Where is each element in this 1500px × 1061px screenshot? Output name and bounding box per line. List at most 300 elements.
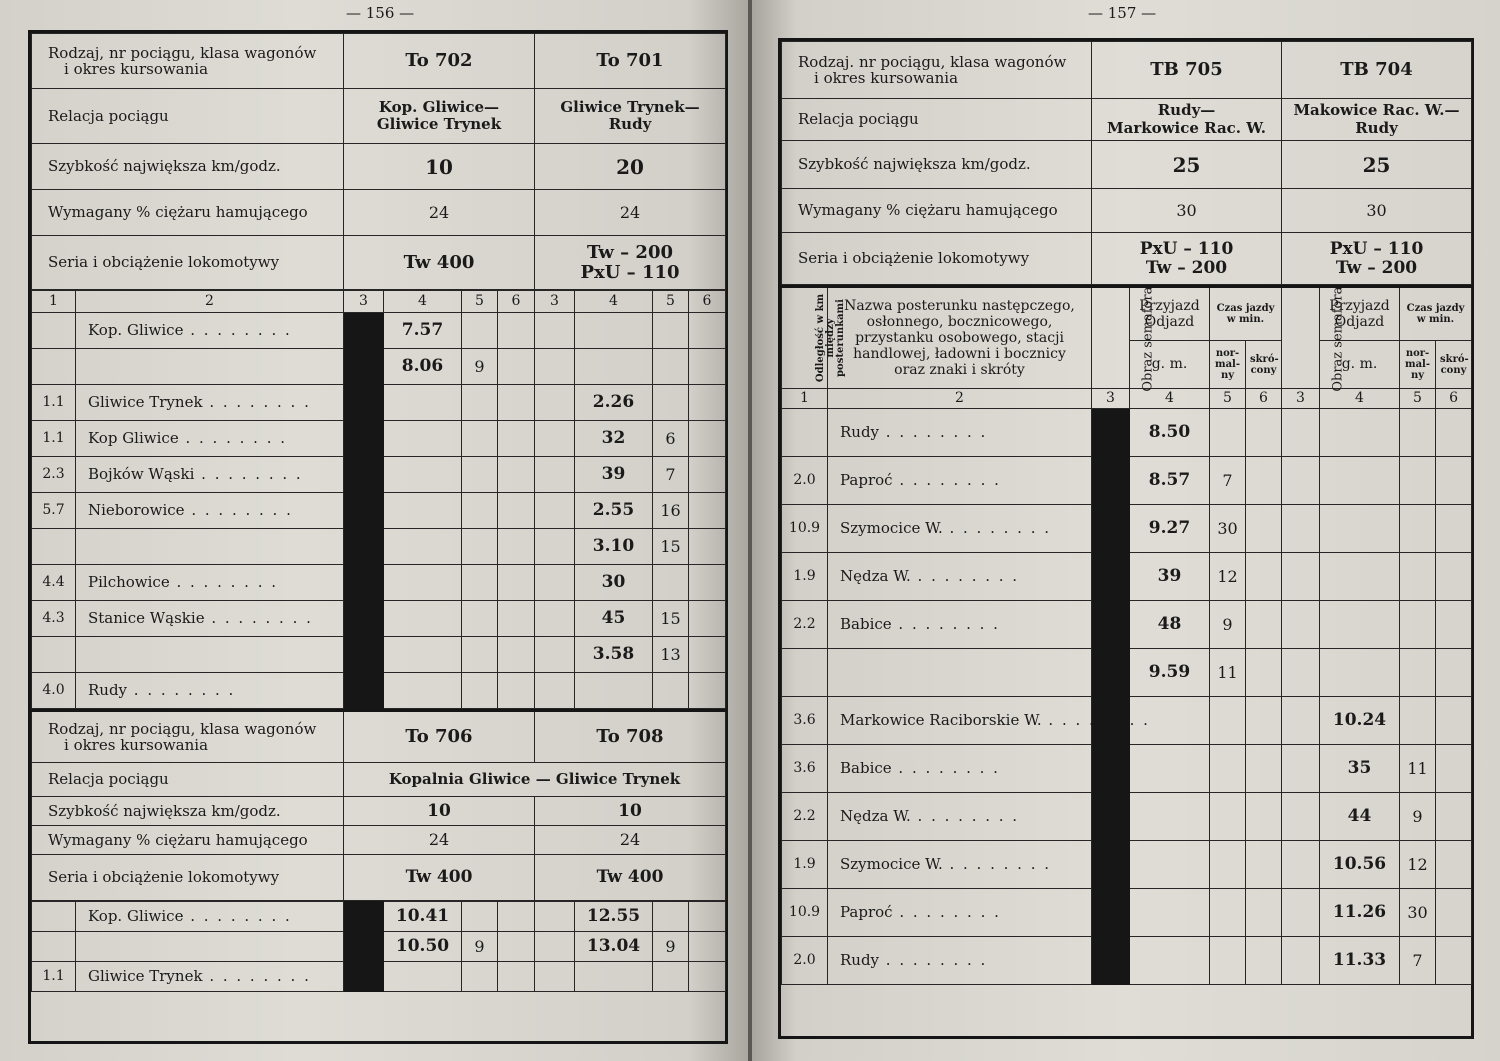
time-cell bbox=[384, 493, 462, 529]
train-name: To 702 bbox=[344, 34, 535, 89]
time-cell bbox=[384, 529, 462, 565]
runtime-cell bbox=[1400, 553, 1436, 601]
leader-dots: . . . . . . . . bbox=[942, 855, 1052, 874]
leader-dots: . . . . . . . . bbox=[942, 519, 1052, 538]
time-cell bbox=[575, 962, 653, 992]
page-number: — 156 — bbox=[346, 4, 415, 22]
station-name: Rudy . . . . . . . . bbox=[828, 937, 1092, 985]
km-cell bbox=[32, 932, 76, 962]
runtime-cell: 7 bbox=[1210, 457, 1246, 505]
short-runtime-cell bbox=[498, 493, 535, 529]
short-runtime-cell bbox=[1436, 457, 1472, 505]
signal-cell bbox=[1092, 409, 1130, 457]
km-cell: 4.0 bbox=[32, 673, 76, 709]
column-number: 4 bbox=[575, 291, 653, 313]
runtime-cell bbox=[1210, 697, 1246, 745]
table-row bbox=[32, 601, 726, 637]
leader-dots: . . . . . . . . bbox=[184, 501, 293, 520]
timetable-top-header bbox=[31, 33, 726, 290]
station-name: Rudy . . . . . . . . bbox=[76, 673, 344, 709]
runtime-cell bbox=[1210, 793, 1246, 841]
signal-cell bbox=[535, 385, 575, 421]
time-cell: 39 bbox=[575, 457, 653, 493]
time-cell: 32 bbox=[575, 421, 653, 457]
signal-cell bbox=[535, 529, 575, 565]
column-number: 6 bbox=[498, 291, 535, 313]
signal-cell bbox=[1092, 649, 1130, 697]
runtime-cell bbox=[1400, 409, 1436, 457]
label-relacja: Relacja pociągu bbox=[32, 763, 344, 797]
time-cell bbox=[384, 962, 462, 992]
header-signal: Obraz semafora bbox=[1282, 287, 1320, 389]
signal-cell bbox=[535, 932, 575, 962]
time-cell bbox=[1320, 553, 1400, 601]
runtime-cell: 9 bbox=[1210, 601, 1246, 649]
timetable-bottom-body bbox=[31, 901, 726, 992]
column-number: 3 bbox=[344, 291, 384, 313]
signal-cell bbox=[1282, 649, 1320, 697]
page-number: — 157 — bbox=[1088, 4, 1157, 22]
km-cell: 1.1 bbox=[32, 421, 76, 457]
label-szybkosc: Szybkość największa km/godz. bbox=[32, 144, 344, 190]
train-brake: 24 bbox=[535, 826, 726, 855]
leader-dots: . . . . . . . . bbox=[892, 471, 1001, 490]
signal-cell bbox=[344, 962, 384, 992]
time-cell: 9.27 bbox=[1130, 505, 1210, 553]
train-relation: Makowice Rac. W.— Rudy bbox=[1282, 99, 1472, 141]
time-cell: 44 bbox=[1320, 793, 1400, 841]
short-runtime-cell bbox=[1246, 841, 1282, 889]
leader-dots: . . . . . . . . bbox=[183, 321, 292, 340]
station-name bbox=[828, 649, 1092, 697]
runtime-cell bbox=[1400, 601, 1436, 649]
km-cell: 2.3 bbox=[32, 457, 76, 493]
runtime-cell bbox=[462, 565, 498, 601]
signal-cell bbox=[344, 565, 384, 601]
station-name bbox=[76, 637, 344, 673]
table-row bbox=[782, 601, 1472, 649]
short-runtime-cell bbox=[1246, 553, 1282, 601]
leader-dots: . . . . . . . . bbox=[891, 759, 1000, 778]
short-runtime-cell bbox=[1436, 505, 1472, 553]
header-hours: g. m. bbox=[1320, 341, 1400, 389]
column-numbers-row bbox=[782, 389, 1472, 409]
train-relation: Gliwice Trynek— Rudy bbox=[535, 89, 726, 144]
time-cell bbox=[1320, 457, 1400, 505]
km-cell: 1.9 bbox=[782, 841, 828, 889]
train-name: TB 704 bbox=[1282, 42, 1472, 99]
short-runtime-cell bbox=[498, 601, 535, 637]
station-name: Rudy . . . . . . . . bbox=[828, 409, 1092, 457]
label-relacja: Relacja pociągu bbox=[782, 99, 1092, 141]
km-cell bbox=[32, 313, 76, 349]
time-cell: 10.50 bbox=[384, 932, 462, 962]
runtime-cell bbox=[462, 902, 498, 932]
signal-cell bbox=[344, 601, 384, 637]
table-row bbox=[32, 385, 726, 421]
signal-cell bbox=[1092, 841, 1130, 889]
table-row bbox=[32, 529, 726, 565]
time-cell: 10.56 bbox=[1320, 841, 1400, 889]
runtime-cell bbox=[653, 313, 689, 349]
km-cell bbox=[32, 349, 76, 385]
runtime-cell: 15 bbox=[653, 601, 689, 637]
timetable-frame bbox=[28, 30, 728, 1044]
train-name: To 708 bbox=[535, 711, 726, 763]
column-number: 3 bbox=[1282, 389, 1320, 409]
time-cell bbox=[1130, 937, 1210, 985]
train-loco: PxU – 110 Tw – 200 bbox=[1282, 233, 1472, 285]
km-cell: 4.3 bbox=[32, 601, 76, 637]
label-rodzaj: Rodzaj, nr pociągu, klasa wagonów i okres kursowania bbox=[32, 711, 344, 763]
station-name: Babice . . . . . . . . bbox=[828, 745, 1092, 793]
timetable-bottom-header bbox=[31, 709, 726, 901]
column-number: 5 bbox=[1400, 389, 1436, 409]
station-name: Szymocice W. . . . . . . . . bbox=[828, 841, 1092, 889]
signal-cell bbox=[535, 962, 575, 992]
short-runtime-cell bbox=[498, 673, 535, 709]
time-cell: 2.55 bbox=[575, 493, 653, 529]
runtime-cell: 9 bbox=[462, 932, 498, 962]
table-row bbox=[32, 457, 726, 493]
km-cell bbox=[32, 902, 76, 932]
runtime-cell bbox=[653, 673, 689, 709]
runtime-cell: 12 bbox=[1400, 841, 1436, 889]
signal-cell bbox=[1282, 553, 1320, 601]
station-name bbox=[76, 349, 344, 385]
short-runtime-cell bbox=[1436, 937, 1472, 985]
train-speed: 10 bbox=[535, 797, 726, 826]
leader-dots: . . . . . . . . bbox=[879, 423, 988, 442]
runtime-cell bbox=[462, 421, 498, 457]
short-runtime-cell bbox=[1246, 409, 1282, 457]
train-speed: 25 bbox=[1092, 141, 1282, 189]
station-name: Szymocice W. . . . . . . . . bbox=[828, 505, 1092, 553]
train-name: To 701 bbox=[535, 34, 726, 89]
signal-cell bbox=[535, 565, 575, 601]
signal-cell bbox=[1282, 937, 1320, 985]
runtime-cell bbox=[653, 565, 689, 601]
timetable-right-body bbox=[781, 285, 1472, 985]
time-cell: 8.50 bbox=[1130, 409, 1210, 457]
km-cell: 5.7 bbox=[32, 493, 76, 529]
signal-cell bbox=[344, 385, 384, 421]
column-number: 6 bbox=[689, 291, 726, 313]
runtime-cell: 9 bbox=[1400, 793, 1436, 841]
table-row bbox=[782, 505, 1472, 553]
time-cell bbox=[384, 637, 462, 673]
label-szybkosc: Szybkość największa km/godz. bbox=[782, 141, 1092, 189]
train-speed: 20 bbox=[535, 144, 726, 190]
table-row bbox=[782, 409, 1472, 457]
train-relation: Kopalnia Gliwice — Gliwice Trynek bbox=[344, 763, 726, 797]
header-signal: Obraz semafora bbox=[1092, 287, 1130, 389]
short-runtime-cell bbox=[1246, 601, 1282, 649]
short-runtime-cell bbox=[498, 313, 535, 349]
short-runtime-cell bbox=[1436, 649, 1472, 697]
short-runtime-cell bbox=[1436, 793, 1472, 841]
time-cell: 10.41 bbox=[384, 902, 462, 932]
time-cell: 9.59 bbox=[1130, 649, 1210, 697]
runtime-cell bbox=[1210, 937, 1246, 985]
runtime-cell bbox=[1210, 841, 1246, 889]
label-wymagany: Wymagany % ciężaru hamującego bbox=[32, 826, 344, 855]
short-runtime-cell bbox=[689, 962, 726, 992]
time-cell: 45 bbox=[575, 601, 653, 637]
header-run-time: Czas jazdy w min. bbox=[1400, 287, 1472, 341]
train-brake: 30 bbox=[1282, 189, 1472, 233]
runtime-cell bbox=[653, 902, 689, 932]
leader-dots: . . . . . . . . bbox=[194, 465, 303, 484]
signal-cell bbox=[1282, 793, 1320, 841]
runtime-cell: 11 bbox=[1400, 745, 1436, 793]
header-hours: g. m. bbox=[1130, 341, 1210, 389]
km-cell: 2.2 bbox=[782, 601, 828, 649]
table-row bbox=[32, 673, 726, 709]
signal-cell bbox=[344, 637, 384, 673]
short-runtime-cell bbox=[689, 493, 726, 529]
km-cell bbox=[32, 637, 76, 673]
short-runtime-cell bbox=[498, 349, 535, 385]
signal-cell bbox=[344, 932, 384, 962]
train-name: To 706 bbox=[344, 711, 535, 763]
station-name: Nieborowice . . . . . . . . bbox=[76, 493, 344, 529]
column-number: 2 bbox=[828, 389, 1092, 409]
signal-cell bbox=[344, 313, 384, 349]
short-runtime-cell bbox=[1436, 601, 1472, 649]
station-name: Kop Gliwice . . . . . . . . bbox=[76, 421, 344, 457]
short-runtime-cell bbox=[1246, 457, 1282, 505]
signal-cell bbox=[1092, 601, 1130, 649]
station-name: Gliwice Trynek . . . . . . . . bbox=[76, 962, 344, 992]
short-runtime-cell bbox=[689, 601, 726, 637]
signal-cell bbox=[535, 313, 575, 349]
time-cell: 35 bbox=[1320, 745, 1400, 793]
leader-dots: . . . . . . . . bbox=[169, 573, 278, 592]
column-number: 2 bbox=[76, 291, 344, 313]
runtime-cell: 11 bbox=[1210, 649, 1246, 697]
time-cell: 3.58 bbox=[575, 637, 653, 673]
signal-cell bbox=[1282, 505, 1320, 553]
page-157 bbox=[752, 0, 1500, 1061]
time-cell bbox=[575, 349, 653, 385]
leader-dots: . . . . . . . . bbox=[879, 951, 988, 970]
runtime-cell bbox=[1400, 697, 1436, 745]
short-runtime-cell bbox=[1436, 553, 1472, 601]
time-cell bbox=[1130, 745, 1210, 793]
runtime-cell bbox=[462, 601, 498, 637]
short-runtime-cell bbox=[689, 637, 726, 673]
header-short: skró- cony bbox=[1436, 341, 1472, 389]
train-brake: 24 bbox=[344, 190, 535, 236]
table-row bbox=[32, 932, 726, 962]
station-name: Nędza W. . . . . . . . . bbox=[828, 553, 1092, 601]
leader-dots: . . . . . . . . bbox=[202, 393, 311, 412]
runtime-cell bbox=[462, 385, 498, 421]
header-short: skró- cony bbox=[1246, 341, 1282, 389]
label-seria: Seria i obciążenie lokomotywy bbox=[782, 233, 1092, 285]
signal-cell bbox=[1092, 505, 1130, 553]
runtime-cell: 9 bbox=[653, 932, 689, 962]
label-szybkosc: Szybkość największa km/godz. bbox=[32, 797, 344, 826]
train-speed: 10 bbox=[344, 797, 535, 826]
column-number: 5 bbox=[653, 291, 689, 313]
short-runtime-cell bbox=[1246, 889, 1282, 937]
page-156 bbox=[0, 0, 748, 1061]
column-number: 3 bbox=[1092, 389, 1130, 409]
label-wymagany: Wymagany % ciężaru hamującego bbox=[32, 190, 344, 236]
runtime-cell bbox=[1210, 745, 1246, 793]
runtime-cell: 15 bbox=[653, 529, 689, 565]
short-runtime-cell bbox=[689, 313, 726, 349]
station-name bbox=[76, 932, 344, 962]
time-cell: 30 bbox=[575, 565, 653, 601]
short-runtime-cell bbox=[498, 902, 535, 932]
header-normal: nor- mal- ny bbox=[1400, 341, 1436, 389]
time-cell: 11.33 bbox=[1320, 937, 1400, 985]
train-brake: 24 bbox=[344, 826, 535, 855]
signal-cell bbox=[1092, 745, 1130, 793]
km-cell bbox=[782, 649, 828, 697]
time-cell: 8.06 bbox=[384, 349, 462, 385]
station-name: Gliwice Trynek . . . . . . . . bbox=[76, 385, 344, 421]
column-number: 6 bbox=[1246, 389, 1282, 409]
table-row bbox=[32, 313, 726, 349]
table-row bbox=[782, 553, 1472, 601]
km-cell: 3.6 bbox=[782, 697, 828, 745]
runtime-cell: 30 bbox=[1400, 889, 1436, 937]
header-run-time: Czas jazdy w min. bbox=[1210, 287, 1282, 341]
signal-cell bbox=[535, 637, 575, 673]
leader-dots: . . . . . . . . bbox=[127, 681, 236, 700]
column-number: 3 bbox=[535, 291, 575, 313]
table-row bbox=[782, 889, 1472, 937]
km-cell: 2.0 bbox=[782, 457, 828, 505]
km-cell: 3.6 bbox=[782, 745, 828, 793]
km-cell bbox=[782, 409, 828, 457]
leader-dots: . . . . . . . . bbox=[202, 967, 311, 986]
column-number: 4 bbox=[1320, 389, 1400, 409]
train-loco: Tw – 200 PxU – 110 bbox=[535, 236, 726, 290]
signal-cell bbox=[1092, 793, 1130, 841]
header-distance: Odległość w km między posterunkami bbox=[782, 287, 828, 389]
signal-cell bbox=[1282, 745, 1320, 793]
short-runtime-cell bbox=[498, 962, 535, 992]
station-name: Paproć . . . . . . . . bbox=[828, 889, 1092, 937]
short-runtime-cell bbox=[689, 932, 726, 962]
signal-cell bbox=[344, 529, 384, 565]
time-cell: 39 bbox=[1130, 553, 1210, 601]
leader-dots: . . . . . . . . bbox=[910, 567, 1020, 586]
runtime-cell: 6 bbox=[653, 421, 689, 457]
runtime-cell: 9 bbox=[462, 349, 498, 385]
runtime-cell bbox=[653, 385, 689, 421]
short-runtime-cell bbox=[689, 349, 726, 385]
label-rodzaj: Rodzaj, nr pociągu, klasa wagonów i okres kursowania bbox=[32, 34, 344, 89]
runtime-cell: 7 bbox=[653, 457, 689, 493]
signal-cell bbox=[344, 457, 384, 493]
station-name: Stanice Wąskie . . . . . . . . bbox=[76, 601, 344, 637]
label-rodzaj: Rodzaj. nr pociągu, klasa wagonów i okres kursowania bbox=[782, 42, 1092, 99]
runtime-cell bbox=[462, 493, 498, 529]
runtime-cell bbox=[1210, 889, 1246, 937]
station-name: Markowice Raciborskie W. . . . . . . . . bbox=[828, 697, 1092, 745]
signal-cell bbox=[344, 421, 384, 457]
table-row bbox=[782, 649, 1472, 697]
signal-cell bbox=[344, 673, 384, 709]
table-row bbox=[782, 937, 1472, 985]
short-runtime-cell bbox=[1436, 409, 1472, 457]
column-number: 4 bbox=[384, 291, 462, 313]
km-cell: 10.9 bbox=[782, 889, 828, 937]
short-runtime-cell bbox=[689, 902, 726, 932]
runtime-cell: 30 bbox=[1210, 505, 1246, 553]
leader-dots: . . . . . . . . bbox=[183, 907, 292, 926]
timetable-top-body bbox=[31, 290, 726, 709]
signal-cell bbox=[1092, 457, 1130, 505]
column-number: 6 bbox=[1436, 389, 1472, 409]
header-normal: nor- mal- ny bbox=[1210, 341, 1246, 389]
signal-cell bbox=[535, 349, 575, 385]
signal-cell bbox=[535, 421, 575, 457]
time-cell: 7.57 bbox=[384, 313, 462, 349]
time-cell bbox=[384, 421, 462, 457]
table-row bbox=[32, 565, 726, 601]
time-cell bbox=[1320, 649, 1400, 697]
time-cell bbox=[1130, 889, 1210, 937]
time-cell: 10.24 bbox=[1320, 697, 1400, 745]
time-cell bbox=[384, 385, 462, 421]
km-cell: 4.4 bbox=[32, 565, 76, 601]
station-name bbox=[76, 529, 344, 565]
signal-cell bbox=[1282, 457, 1320, 505]
leader-dots: . . . . . . . . bbox=[891, 615, 1000, 634]
time-cell: 3.10 bbox=[575, 529, 653, 565]
short-runtime-cell bbox=[498, 529, 535, 565]
leader-dots: . . . . . . . . bbox=[1041, 711, 1150, 730]
station-name: Bojków Wąski . . . . . . . . bbox=[76, 457, 344, 493]
table-row bbox=[782, 841, 1472, 889]
station-name: Paproć . . . . . . . . bbox=[828, 457, 1092, 505]
time-cell bbox=[575, 313, 653, 349]
signal-cell bbox=[535, 902, 575, 932]
km-cell: 1.1 bbox=[32, 962, 76, 992]
signal-cell bbox=[1282, 841, 1320, 889]
time-cell: 2.26 bbox=[575, 385, 653, 421]
table-row bbox=[782, 457, 1472, 505]
column-number: 4 bbox=[1130, 389, 1210, 409]
train-name: TB 705 bbox=[1092, 42, 1282, 99]
table-row bbox=[32, 349, 726, 385]
station-name: Pilchowice . . . . . . . . bbox=[76, 565, 344, 601]
train-loco: Tw 400 bbox=[344, 236, 535, 290]
time-cell bbox=[575, 673, 653, 709]
time-cell bbox=[384, 457, 462, 493]
label-wymagany: Wymagany % ciężaru hamującego bbox=[782, 189, 1092, 233]
time-cell bbox=[384, 565, 462, 601]
column-number: 5 bbox=[462, 291, 498, 313]
station-name: Kop. Gliwice . . . . . . . . bbox=[76, 313, 344, 349]
runtime-cell: 13 bbox=[653, 637, 689, 673]
short-runtime-cell bbox=[1246, 745, 1282, 793]
short-runtime-cell bbox=[689, 565, 726, 601]
time-cell: 12.55 bbox=[575, 902, 653, 932]
train-loco: PxU – 110 Tw – 200 bbox=[1092, 233, 1282, 285]
table-row bbox=[32, 493, 726, 529]
runtime-cell bbox=[462, 457, 498, 493]
station-name: Kop. Gliwice . . . . . . . . bbox=[76, 902, 344, 932]
short-runtime-cell bbox=[498, 385, 535, 421]
